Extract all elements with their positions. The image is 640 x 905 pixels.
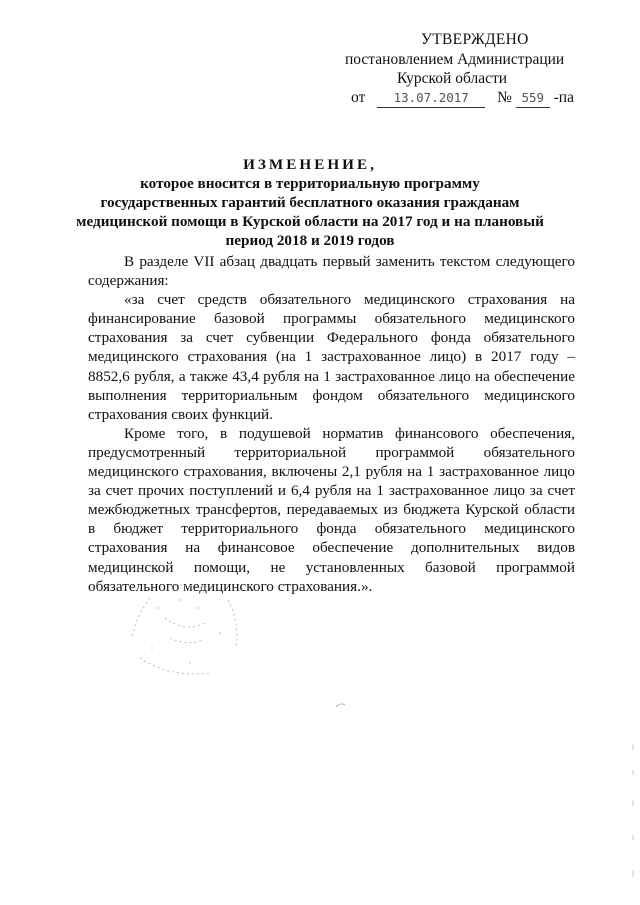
heading-line: государственных гарантий бесплатного оказания гражданам [100, 194, 520, 211]
approval-date-row [351, 88, 574, 108]
approval-title: УТВЕРЖДЕНО [421, 31, 529, 48]
heading-line: медицинской помощи в Курской области на 2017 год и на плановый [76, 213, 544, 230]
paragraph-additional: Кроме того, в подушевой норматив финансового обеспечения, предусмотренный территориальной программой обязательного медицинского страхования, включены 2,1 рубля на 1 застрахованное лицо за счет прочих поступлений и 6,4 рубля на 1 застрахованное лицо за счет межбюджетных трансфертов, передаваемых из бюджета Курской области в бюджет территориального фонда обязательного медицинского страхования на финансовое обеспечение дополнительных видов медицинской помощи, не установленных базовой программой обязательного медицинского страхования.». [88, 424, 575, 595]
heading-title: ИЗМЕНЕНИЕ, [243, 156, 377, 173]
paragraph-intro: В разделе VII абзац двадцать первый заменить текстом следующего содержания: [88, 253, 575, 290]
number-suffix: -па [553, 89, 574, 106]
document-heading [70, 155, 550, 250]
approval-region: Курской области [397, 70, 508, 87]
faded-stamp-mark [110, 578, 260, 693]
number-sign: № [497, 89, 512, 106]
date-prefix: от [351, 89, 366, 106]
ink-mark [334, 700, 348, 710]
approval-org: постановлением Администрации [345, 51, 565, 68]
paragraph-quote: «за счет средств обязательного медицинского страхования на финансирование базовой программы обязательного медицинского страхования за счет субвенции Федерального фонда обязательного медицинского страхования (на 1 застрахованное лицо) в 2017 году – 8852,6 рубля, а также 43,4 рубля на 1 застрахованное лицо на обеспечение выполнения территориальным фондом обязательного медицинского страхования своих функций. [88, 291, 575, 423]
approval-date: 13.07.2017 [377, 88, 485, 108]
heading-line: период 2018 и 2019 годов [225, 232, 395, 249]
scan-edge-marks [628, 740, 636, 900]
heading-line: которое вносится в территориальную программу [140, 175, 480, 192]
approval-number: 559 [516, 88, 550, 108]
document-body [88, 252, 575, 596]
